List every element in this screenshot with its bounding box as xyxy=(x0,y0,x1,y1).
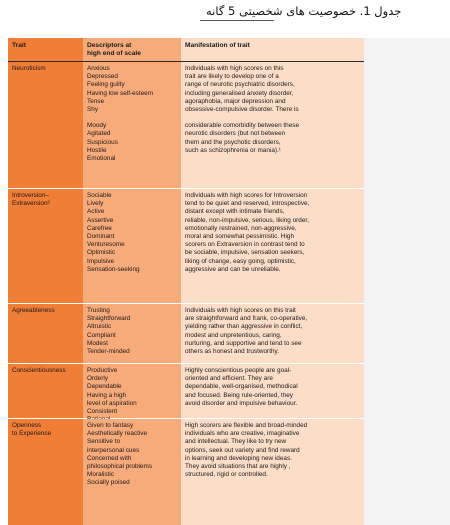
descriptors-cell-conscientiousness xyxy=(83,364,181,419)
manifestation-line: yielding rather than aggressive in conflict, xyxy=(185,323,303,331)
trait-name: Introversion– xyxy=(12,192,49,199)
trait-name: to Experience xyxy=(12,430,52,438)
manifestation-line: emotionally restrained, non-aggressive, xyxy=(185,224,297,232)
descriptor: Suspicious xyxy=(87,138,118,146)
manifestation-line: Highly conscientious people are goal- xyxy=(185,367,292,374)
manifestation-line: oriented and efficient. They are xyxy=(185,375,273,383)
descriptor: Moody xyxy=(87,122,107,130)
descriptor: Productive xyxy=(87,367,118,374)
header-manifestation xyxy=(181,38,364,62)
trait-name: Extraversion² xyxy=(12,200,50,208)
manifestation-line: such as schizophrenia or mania).¹ xyxy=(185,146,281,154)
manifestation-line: individuals who are creative, imaginative xyxy=(185,430,300,438)
manifestation-line: others as honest and trustworthy. xyxy=(185,348,280,356)
manifestation-line: reliable, non-impulsive, serious, liking order, xyxy=(185,216,309,224)
descriptor: Emotional xyxy=(87,155,116,163)
page-margin-shade xyxy=(364,38,450,525)
descriptor: Sociable xyxy=(87,192,112,199)
manifestation-cell-conscientiousness xyxy=(181,364,364,419)
manifestation-cell-neuroticism xyxy=(181,62,364,189)
descriptors-cell-neuroticism xyxy=(83,62,181,189)
header-trait-label: Trait xyxy=(12,42,26,49)
manifestation-line: and focused. Being rule-oriented, they xyxy=(185,391,294,399)
manifestation-line: aggressive and can be unreliable. xyxy=(185,265,281,273)
descriptor: Shy xyxy=(87,106,99,114)
descriptor: Carefree xyxy=(87,224,112,232)
header-manifestation-label: Manifestation of trait xyxy=(185,42,250,49)
manifestation-line: neurotic disorders (but not between xyxy=(185,130,286,138)
descriptor: Dominant xyxy=(87,233,115,241)
manifestation-line: tend to be quiet and reserved, introspective, xyxy=(185,200,310,208)
descriptor: Feeling guilty xyxy=(87,81,125,89)
descriptor: Venturesome xyxy=(87,241,125,249)
manifestation-line: distant except with intimate friends, xyxy=(185,208,285,216)
descriptors-cell-openness xyxy=(83,419,181,525)
table-caption: جدول 1. خصوصیت های شخصیتی 5 گانه xyxy=(206,4,402,18)
manifestation-line: moral and somewhat pessimistic. High xyxy=(185,233,295,241)
descriptor: Depressed xyxy=(87,73,118,81)
manifestation-line: be sociable, impulsive, sensation seekers, xyxy=(185,249,305,257)
descriptor: Straightforward xyxy=(87,315,131,323)
descriptor: Hostile xyxy=(87,146,107,154)
descriptor: Modest xyxy=(87,339,108,347)
manifestation-line: trait are likely to develop one of a xyxy=(185,73,279,81)
header-descriptors xyxy=(83,38,181,62)
descriptor: Assertive xyxy=(87,216,114,224)
descriptor: Aesthetically reactive xyxy=(87,430,148,438)
descriptor: Optimistic xyxy=(87,249,116,257)
descriptor: Having a high xyxy=(87,391,127,399)
manifestation-line: They avoid situations that are highly , xyxy=(185,463,291,471)
manifestation-line: scorers on Extraversion in contrast tend to xyxy=(185,241,305,249)
descriptors-cell-agreeableness xyxy=(83,304,181,364)
descriptor: Agitated xyxy=(87,130,111,138)
manifestation-line: them and the psychotic disorders, xyxy=(185,138,281,146)
manifestation-line: options, seek out variety and find reward xyxy=(185,446,300,454)
descriptor: Trusting xyxy=(87,307,110,314)
descriptor: Sensitive to xyxy=(87,438,121,446)
manifestation-line: avoid disorder and impulsive behaviour. xyxy=(185,399,298,407)
header-descriptors-line-2: high end of scale xyxy=(87,50,141,57)
trait-name: Openness xyxy=(12,422,42,429)
descriptor: Altruistic xyxy=(87,323,112,331)
manifestation-line: modest and unpretentious, caring, xyxy=(185,331,282,339)
header-trait xyxy=(8,38,83,62)
manifestation-line: Individuals with high scores on this xyxy=(185,65,284,72)
descriptor: Moralistic xyxy=(87,471,114,479)
descriptor: Having low self-esteem xyxy=(87,89,154,97)
descriptor: Orderly xyxy=(87,375,108,383)
descriptor: Sensation-seeking xyxy=(87,265,140,273)
manifestation-line: nurturing, and supportive and tend to see xyxy=(185,339,302,347)
manifestation-line: obsessive-compulsive disorder. There is xyxy=(185,106,299,114)
manifestation-line: in learning and developing new ideas. xyxy=(185,454,292,462)
descriptor: Active xyxy=(87,208,105,216)
manifestation-line: liking of change, easy going, optimistic, xyxy=(185,257,296,265)
trait-cell-openness xyxy=(8,419,83,525)
descriptor: Anxious xyxy=(87,65,110,72)
trait-cell-conscientiousness xyxy=(8,364,83,419)
manifestation-cell-openness xyxy=(181,419,364,525)
manifestation-line: Individuals with high scores for Introversion xyxy=(185,192,308,199)
trait-name: Agreeableness xyxy=(12,307,55,314)
descriptor: Tender-minded xyxy=(87,348,130,356)
manifestation-line: are straightforward and frank, co-operative, xyxy=(185,315,308,323)
descriptor: Lively xyxy=(87,200,104,208)
descriptor: Impulsive xyxy=(87,257,114,265)
personality-traits-table xyxy=(8,38,364,525)
trait-name: Neuroticism xyxy=(12,65,46,72)
manifestation-line: and intellectual. They like to try new xyxy=(185,438,287,446)
caption-underline xyxy=(200,20,274,21)
manifestation-line: Individuals with high scores on this trait xyxy=(185,307,296,314)
manifestation-cell-extraversion xyxy=(181,189,364,304)
trait-cell-agreeableness xyxy=(8,304,83,364)
descriptor: Socially poised xyxy=(87,479,130,487)
header-descriptors-line-1: Descriptors at xyxy=(87,42,132,49)
manifestation-line: range of neurotic psychiatric disorders, xyxy=(185,81,295,89)
descriptor: level of aspiration xyxy=(87,399,137,407)
descriptor: Concerned with xyxy=(87,454,132,462)
manifestation-line: High scorers are flexible and broad-minded xyxy=(185,422,308,429)
descriptor: philosophical problems xyxy=(87,463,153,471)
descriptor: Compliant xyxy=(87,331,116,339)
descriptor: Dependable xyxy=(87,383,122,391)
manifestation-line: including generalised anxiety disorder, xyxy=(185,89,294,97)
descriptor: Consistent xyxy=(87,408,118,416)
descriptor: Tense xyxy=(87,97,105,105)
manifestation-line: considerable comorbidity between these xyxy=(185,122,300,130)
manifestation-line: structured, rigid or controlled. xyxy=(185,471,268,479)
descriptors-cell-extraversion xyxy=(83,189,181,304)
manifestation-line: dependable, well-organised, methodical xyxy=(185,383,298,391)
trait-cell-extraversion xyxy=(8,189,83,304)
trait-cell-neuroticism xyxy=(8,62,83,189)
descriptor: Given to fantasy xyxy=(87,422,134,429)
trait-name: Conscientiousness xyxy=(12,367,66,374)
descriptor: interpersonal cues xyxy=(87,446,140,454)
manifestation-cell-agreeableness xyxy=(181,304,364,364)
manifestation-line: agoraphobia, major depression and xyxy=(185,97,286,105)
